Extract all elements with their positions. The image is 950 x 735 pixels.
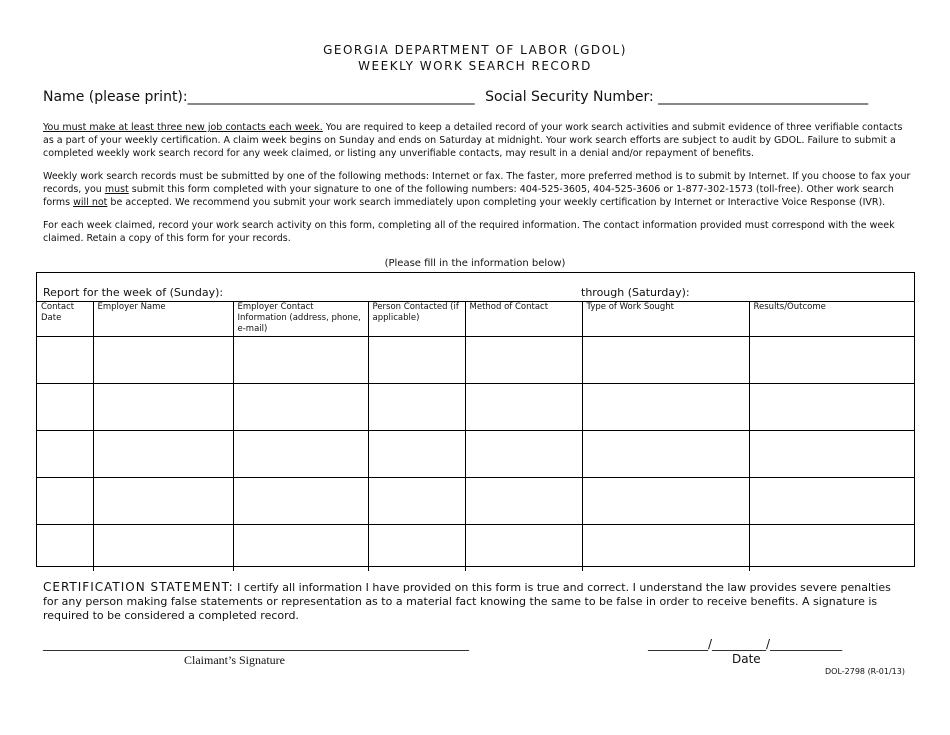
emphasis-will-not: will not: [73, 197, 108, 208]
instructions-text-2b: submit this form completed with your signature to one of the following numbers: 404-525-3605, 404-525-3606 or 1-877-302-1573 (toll-free). Other work search forms: [43, 184, 894, 208]
week-through-label[interactable]: through (Saturday):: [581, 286, 690, 299]
table-cell[interactable]: [749, 384, 914, 431]
column-header: Employer Name: [93, 301, 233, 337]
ssn-field[interactable]: ______________________________: [658, 89, 869, 105]
table-row: [37, 337, 914, 384]
table-cell[interactable]: [749, 478, 914, 525]
table-cell[interactable]: [749, 431, 914, 478]
column-header: Results/Outcome: [749, 301, 914, 337]
certification-statement: [43, 580, 905, 623]
ssn-label: Social Security Number:: [485, 89, 654, 105]
table-cell[interactable]: [465, 431, 582, 478]
work-search-grid: [36, 272, 915, 567]
table-cell[interactable]: [582, 525, 749, 572]
certification-heading: CERTIFICATION STATEMENT:: [43, 580, 234, 594]
table-cell[interactable]: [749, 525, 914, 572]
table-cell[interactable]: [368, 384, 465, 431]
column-header: Person Contacted (if applicable): [368, 301, 465, 337]
table-cell[interactable]: [233, 478, 368, 525]
instructions-text-2a: Weekly work search records must be submitted by one of the following methods: Internet or fax. The faster, more preferred method is to submit by Internet. If you choose to fax your records, you: [43, 171, 911, 195]
column-header: Contact Date: [37, 301, 93, 337]
date-field[interactable]: __________/_________/____________: [648, 637, 843, 651]
table-cell[interactable]: [582, 337, 749, 384]
table-header-row: [37, 301, 914, 337]
table-cell[interactable]: [93, 384, 233, 431]
table-row: [37, 384, 914, 431]
table-cell[interactable]: [582, 478, 749, 525]
instructions-text-1: You are required to keep a detailed record of your work search activities and submit evidence of three verifiable contacts as a part of your weekly certification. A claim week begins on Sunday and ends on Saturday at midnight. Your work search efforts are subject to audit by GDOL. Failure to submit a completed weekly work search record for any week claimed, or listing any unverifiable contacts, may result in a denial and/or repayment of benefits.: [43, 122, 903, 159]
table-cell[interactable]: [368, 478, 465, 525]
column-header: Employer Contact Information (address, phone, e-mail): [233, 301, 368, 337]
table-cell[interactable]: [465, 337, 582, 384]
table-cell[interactable]: [37, 478, 93, 525]
table-cell[interactable]: [465, 478, 582, 525]
certification-text: I certify all information I have provided on this form is true and correct. I understand the law provides severe penalties for any person making false statements or representation as to a material fact knowing the same to be false in order to receive benefits. A signature is required to be considered a completed record.: [43, 581, 891, 622]
name-label: Name (please print):: [43, 89, 188, 105]
table-cell[interactable]: [749, 337, 914, 384]
table-cell[interactable]: [465, 525, 582, 572]
fill-note: (Please fill in the information below): [384, 258, 566, 269]
table-cell[interactable]: [368, 525, 465, 572]
form-number: DOL-2798 (R-01/13): [825, 667, 905, 676]
contact-requirement: You must make at least three new job contacts each week.: [43, 122, 323, 133]
week-row: [37, 273, 914, 302]
instructions-paragraph-2: [43, 170, 911, 209]
table-cell[interactable]: [233, 337, 368, 384]
name-field[interactable]: _________________________________________: [187, 89, 475, 105]
table-cell[interactable]: [37, 337, 93, 384]
instructions-paragraph-3: For each week claimed, record your work search activity on this form, completing all of the required information. The contact information provided must correspond with the week claimed. Retain a copy of this form for your records.: [43, 220, 895, 244]
table-cell[interactable]: [37, 525, 93, 572]
table-cell[interactable]: [93, 431, 233, 478]
table-cell[interactable]: [582, 431, 749, 478]
identity-row: [43, 89, 913, 105]
table-cell[interactable]: [37, 431, 93, 478]
table-cell[interactable]: [233, 384, 368, 431]
table-row: [37, 478, 914, 525]
table-cell[interactable]: [37, 384, 93, 431]
emphasis-must: must: [104, 184, 129, 195]
date-label: Date: [732, 652, 761, 666]
form-title: WEEKLY WORK SEARCH RECORD: [358, 59, 592, 73]
instructions-paragraph-1: [43, 121, 911, 160]
table-cell[interactable]: [368, 431, 465, 478]
table-row: [37, 525, 914, 572]
agency-title: GEORGIA DEPARTMENT OF LABOR (GDOL): [323, 43, 627, 57]
table-row: [37, 431, 914, 478]
table-cell[interactable]: [93, 525, 233, 572]
signature-label: Claimant’s Signature: [184, 653, 285, 667]
column-header: Method of Contact: [465, 301, 582, 337]
work-search-table: [37, 301, 914, 571]
signature-field[interactable]: _______________________________________________________________________: [43, 637, 469, 651]
table-cell[interactable]: [233, 431, 368, 478]
table-cell[interactable]: [582, 384, 749, 431]
instructions-text-2c: be accepted. We recommend you submit your work search immediately upon completing your weekly certification by Internet or Interactive Voice Response (IVR).: [107, 197, 886, 208]
table-cell[interactable]: [93, 478, 233, 525]
table-cell[interactable]: [368, 337, 465, 384]
table-cell[interactable]: [93, 337, 233, 384]
column-header: Type of Work Sought: [582, 301, 749, 337]
table-cell[interactable]: [233, 525, 368, 572]
table-cell[interactable]: [465, 384, 582, 431]
week-from-label[interactable]: Report for the week of (Sunday):: [43, 286, 224, 299]
